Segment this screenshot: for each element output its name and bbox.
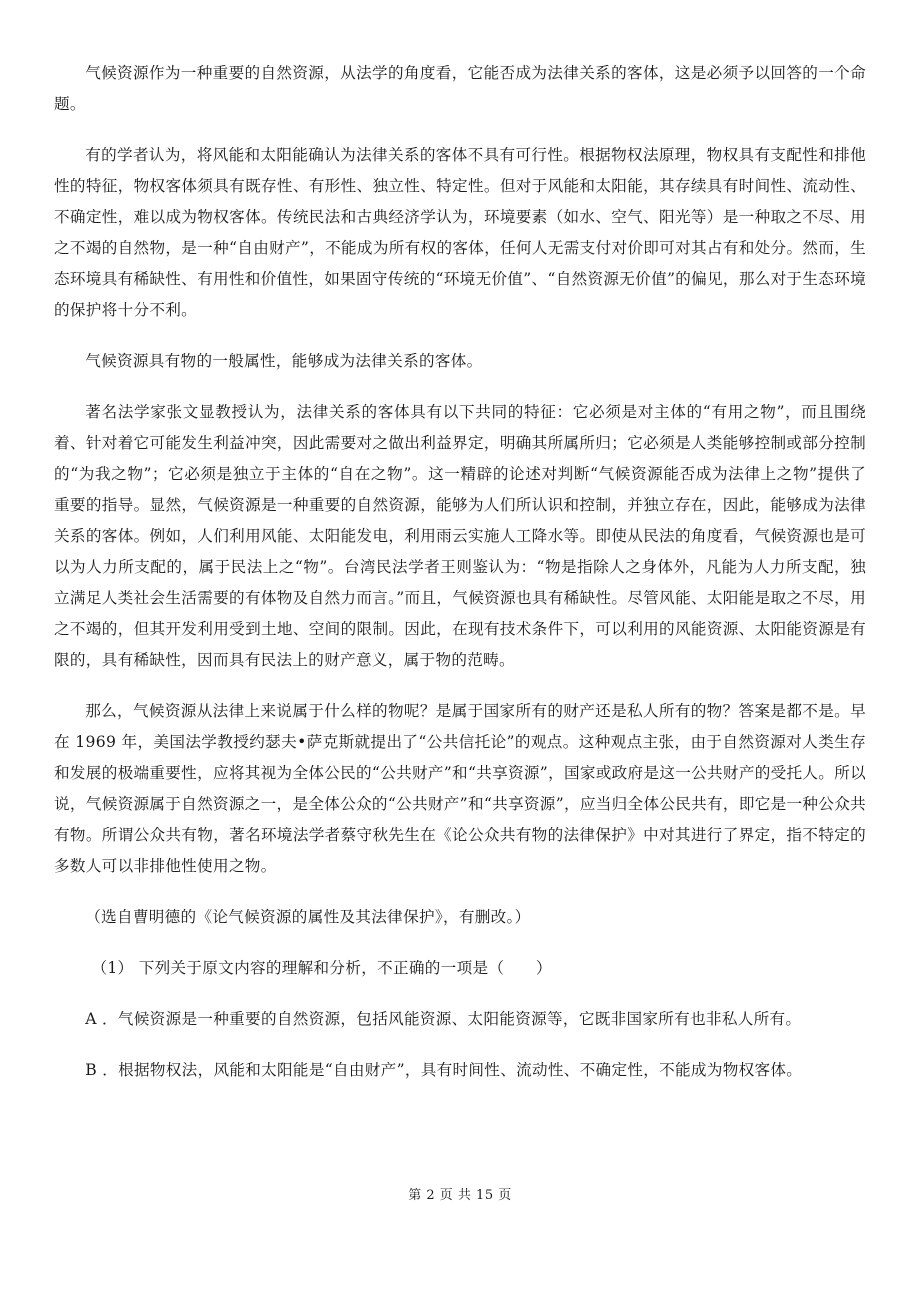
option-a: A ．气候资源是一种重要的自然资源，包括风能资源、太阳能资源等，它既非国家所有也非私人所有。 <box>85 1010 802 1028</box>
paragraph-1: 气候资源作为一种重要的自然资源，从法学的角度看，它能否成为法律关系的客体，这是必须予以回答的一个命题。 <box>54 64 866 113</box>
question-stem: （1） 下列关于原文内容的理解和分析，不正确的一项是（ ） <box>91 959 552 977</box>
paragraph-3: 气候资源具有物的一般属性，能够成为法律关系的客体。 <box>85 352 483 370</box>
document-body <box>54 58 866 1106</box>
option-b: B ．根据物权法，风能和太阳能是“自由财产”，具有时间性、流动性、不确定性，不能成为物权客体。 <box>85 1061 803 1079</box>
paragraph-2: 有的学者认为，将风能和太阳能确认为法律关系的客体不具有可行性。根据物权法原理，物权具有支配性和排他性的特征，物权客体须具有既存性、有形性、独立性、特定性。但对于风能和太阳能，其存续具有时间性、流动性、不确定性，难以成为物权客体。传统民法和古典经济学认为，环境要素（如水、空气、阳光等）是一种取之不尽、用之不竭的自然物，是一种“自由财产”，不能成为所有权的客体，任何人无需支付对价即可对其占有和处分。然而，生态环境具有稀缺性、有用性和价值性，如果固守传统的“环境无价值”、“自然资源无价值”的偏见，那么对于生态环境的保护将十分不利。 <box>54 146 866 319</box>
paragraph-4: 著名法学家张文显教授认为，法律关系的客体具有以下共同的特征：它必须是对主体的“有用之物”，而且围绕着、针对着它可能发生利益冲突，因此需要对之做出利益界定，明确其所属所归；它必须是人类能够控制或部分控制的“为我之物”；它必须是独立于主体的“自在之物”。这一精辟的论述对判断“气候资源能否成为法律上之物”提供了重要的指导。显然，气候资源是一种重要的自然资源，能够为人们所认识和控制，并独立存在，因此，能够成为法律关系的客体。例如，人们利用风能、太阳能发电，利用雨云实施人工降水等。即使从民法的角度看，气候资源也是可以为人力所支配的，属于民法上之“物”。台湾民法学者王则鉴认为：“物是指除人之身体外，凡能为人力所支配，独立满足人类社会生活需要的有体物及自然力而言。”而且，气候资源也具有稀缺性。尽管风能、太阳能是取之不尽，用之不竭的，但其开发利用受到土地、空间的限制。因此，在现有技术条件下，可以利用的风能资源、太阳能资源是有限的，具有稀缺性，因而具有民法上的财产意义，属于物的范畴。 <box>54 403 866 669</box>
paragraph-5: 那么，气候资源从法律上来说属于什么样的物呢？是属于国家所有的财产还是私人所有的物？答案是都不是。早在 1969 年，美国法学教授约瑟夫•萨克斯就提出了“公共信托论”的观点。这种观点主张，由于自然资源对人类生存和发展的极端重要性，应将其视为全体公民的“公共财产”和“共享资源”，国家或政府是这一公共财产的受托人。所以说，气候资源属于自然资源之一，是全体公众的“公共财产”和“共享资源”，应当归全体公民共有，即它是一种公众共有物。所谓公众共有物，著名环境法学者蔡守秋先生在《论公众共有物的法律保护》中对其进行了界定，指不特定的多数人可以非排他性使用之物。 <box>54 702 866 875</box>
page-footer: 第 2 页 共 15 页 <box>408 1188 512 1203</box>
source-note: （选自曹明德的《论气候资源的属性及其法律保护》，有删改。） <box>85 908 531 926</box>
